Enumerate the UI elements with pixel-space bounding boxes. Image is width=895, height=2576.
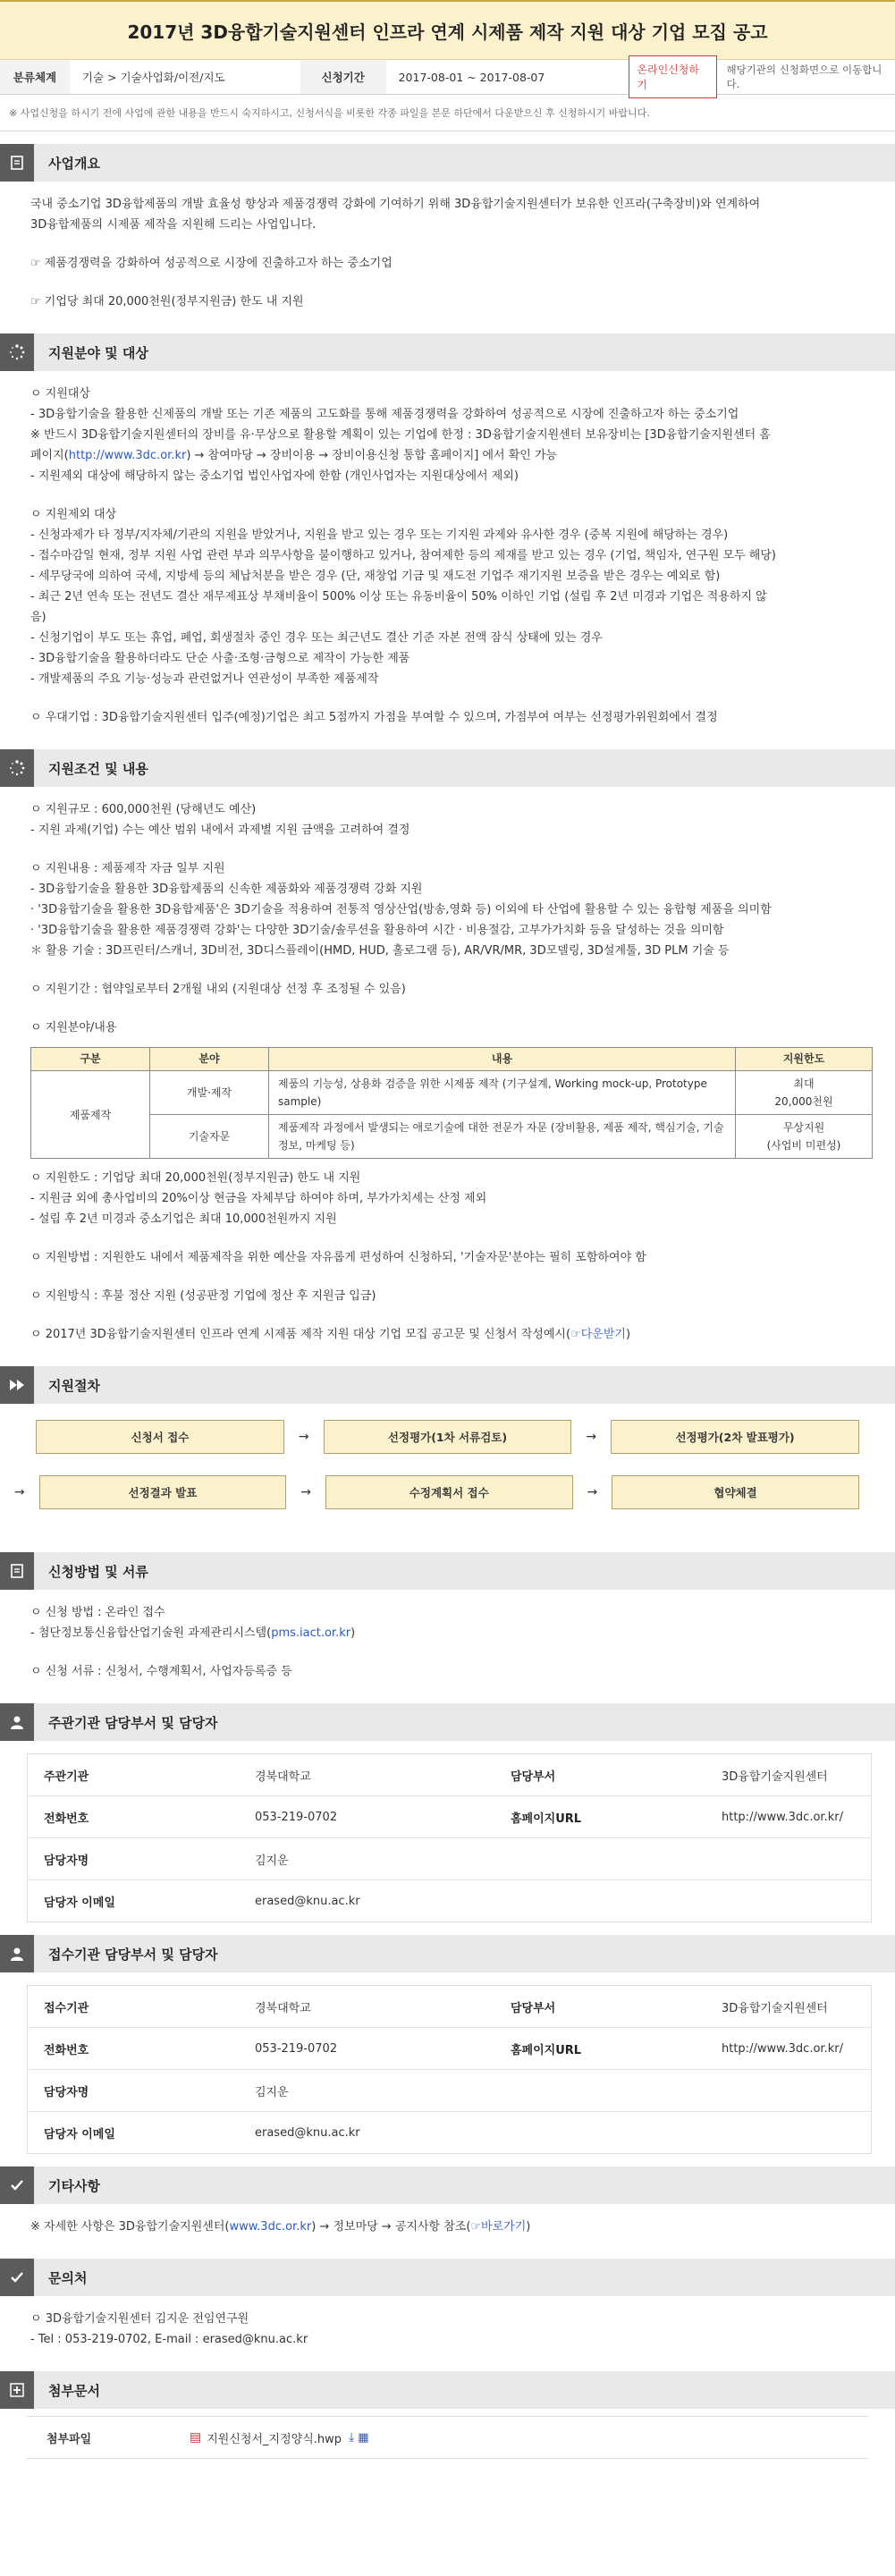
step-box: 신청서 접수 xyxy=(36,1420,284,1454)
host-name-label: 담당자명 xyxy=(28,1838,240,1880)
spinner-icon xyxy=(0,749,34,787)
section-title: 주관기관 담당부서 및 담당자 xyxy=(48,1714,218,1731)
page-title: 2017년 3D융합기술지원센터 인프라 연계 시제품 제작 지원 대상 기업 모집 공고 xyxy=(127,21,768,43)
section-host-header xyxy=(0,1703,895,1741)
text-line: ㅇ 신청 서류 : 신청서, 수행계획서, 사업자등록증 등 xyxy=(30,1665,292,1678)
text-fragment: ) → 참여마당 → 장비이용 → 장비이용신청 통합 홈페이지] 에서 확인 가능 xyxy=(186,449,558,462)
text-line: - 지원제외 대상에 해당하지 않는 중소기업 법인사업자에 한함 (개인사업자는 지원대상에서 제외) xyxy=(30,469,519,483)
text-line: 3D융합제품의 시제품 제작을 지원해 드리는 사업입니다. xyxy=(30,218,317,232)
text-line: ㅇ 3D융합기술지원센터 김지운 전임연구원 xyxy=(30,2312,249,2326)
table-header: 구분 xyxy=(31,1048,150,1071)
apply-online-button[interactable]: 온라인신청하기 xyxy=(629,55,717,98)
text-fragment: ※ 자세한 사항은 3D융합기술지원센터( xyxy=(30,2220,230,2234)
text-line: ㅇ 지원분야/내용 xyxy=(30,1021,117,1035)
hwp-file-icon: ▤ xyxy=(190,2430,202,2445)
host-org-value: 경북대학교 xyxy=(239,1754,494,1796)
limit-line: 무상지원 xyxy=(782,1121,825,1134)
text-line xyxy=(30,445,865,466)
text-fragment: ) xyxy=(350,1626,356,1640)
text-line: - 지원금 외에 총사업비의 20%이상 현금을 자체부담 하여야 하며, 부가가치세는 산정 제외 xyxy=(30,1192,487,1205)
step-box: 협약체결 xyxy=(612,1475,859,1509)
checkmark-icon xyxy=(0,2166,34,2204)
download-link[interactable]: ☞다운받기 xyxy=(570,1328,626,1341)
receiver-org-label: 접수기관 xyxy=(28,1986,240,2028)
category-value: 기술 > 기술사업화/이전/지도 xyxy=(81,71,225,84)
go-link[interactable]: ☞바로가기 xyxy=(470,2220,527,2234)
text-line: ＊ 활용 기술 : 3D프린터/스캐너, 3D비전, 3D디스플레이(HMD, HUD, 홀로그램 등), AR/VR/MR, 3D모델링, 3D설계툴, 3D PLM 기술 등 xyxy=(30,944,730,958)
text-line: - 최근 2년 연속 또는 전년도 결산 재무제표상 부채비율이 500% 이상 또는 유동비율이 50% 이하인 기업 (설립 후 2년 미경과 기업은 적용하지 않 xyxy=(30,590,767,604)
text-line: ㅇ 지원제외 대상 xyxy=(30,508,117,521)
table-cell-field: 개발·제작 xyxy=(150,1071,269,1115)
text-line: 음) xyxy=(30,611,46,624)
document-icon xyxy=(0,1552,34,1590)
text-line: - 세무당국에 의하여 국세, 지방세 등의 체납처분을 받은 경우 (단, 재창업 기금 및 재도전 기업주 재기지원 보증을 받은 경우는 예외로 함) xyxy=(30,570,721,583)
text-fragment: ) xyxy=(526,2220,531,2234)
text-line: ㅇ 지원규모 : 600,000천원 (당해년도 예산) xyxy=(30,803,257,816)
table-header: 분야 xyxy=(150,1048,269,1071)
text-line: 국내 중소기업 3D융합제품의 개발 효율성 향상과 제품경쟁력 강화에 기여하기 위해 3D융합기술지원센터가 보유한 인프라(구축장비)와 연계하여 xyxy=(30,198,761,211)
pms-link[interactable]: pms.iact.or.kr xyxy=(271,1626,351,1640)
receiver-name-label: 담당자명 xyxy=(28,2070,240,2112)
text-line: - 개발제품의 주요 기능·성능과 관련없거나 연관성이 부족한 제품제작 xyxy=(30,672,379,686)
limit-line: 최대 xyxy=(793,1077,815,1090)
section-title: 지원절차 xyxy=(48,1377,100,1394)
table-cell-group: 제품제작 xyxy=(31,1071,150,1159)
text-line: ㅇ 지원한도 : 기업당 최대 20,000천원(정부지원금) 한도 내 지원 xyxy=(30,1171,361,1185)
plus-icon xyxy=(0,2371,34,2409)
receiver-url-label: 홈페이지URL xyxy=(494,2028,705,2070)
host-dept-label: 담당부서 xyxy=(494,1754,705,1796)
section-method-body xyxy=(0,1590,895,1691)
attachment-filename[interactable]: 지원신청서_지정양식.hwp xyxy=(207,2432,342,2446)
table-row xyxy=(31,1115,873,1159)
section-method-header xyxy=(0,1552,895,1590)
host-contact-table xyxy=(27,1753,872,1922)
receiver-contact-table xyxy=(27,1985,872,2154)
receiver-url-value[interactable]: http://www.3dc.or.kr/ xyxy=(705,2028,872,2070)
section-attachment-header xyxy=(0,2371,895,2409)
text-line: ㅇ 지원방법 : 지원한도 내에서 제품제작을 위한 예산을 자유롭게 편성하여 신청하되, '기술자문'분야는 필히 포함하여야 함 xyxy=(30,1251,646,1264)
text-line: ㅇ 지원내용 : 제품제작 자금 일부 지원 xyxy=(30,862,225,875)
meta-row xyxy=(0,60,895,95)
host-dept-value: 3D융합기술지원센터 xyxy=(705,1754,872,1796)
arrow-right-icon: → xyxy=(298,1430,309,1444)
procedure-steps xyxy=(0,1404,895,1540)
section-title: 신청방법 및 서류 xyxy=(48,1563,148,1580)
text-line: ☞ 기업당 최대 20,000천원(정부지원금) 한도 내 지원 xyxy=(30,295,304,308)
text-line xyxy=(30,1623,865,1643)
step-box: 수정계획서 접수 xyxy=(325,1475,573,1509)
download-icon[interactable]: ⤓ xyxy=(349,2430,355,2445)
homepage-link[interactable]: http://www.3dc.or.kr xyxy=(68,449,187,462)
table-cell-content: 제품제작 과정에서 발생되는 애로기술에 대한 전문가 자문 (장비활용, 제품 제작, 핵심기술, 기술정보, 마케팅 등) xyxy=(269,1115,736,1159)
text-line: · '3D융합기술을 활용한 제품경쟁력 강화'는 다양한 3D기술/솔루션을 활용하여 시간 · 비용절감, 고부가가치화 등을 달성하는 것을 의미함 xyxy=(30,924,724,937)
receiver-phone-label: 전화번호 xyxy=(28,2028,240,2070)
section-conditions-body xyxy=(0,787,895,1354)
step-box: 선정결과 발표 xyxy=(39,1475,287,1509)
person-icon xyxy=(0,1935,34,1972)
receiver-email-value: erased@knu.ac.kr xyxy=(255,2125,360,2140)
section-target-header xyxy=(0,334,895,371)
table-header: 지원한도 xyxy=(736,1048,873,1071)
table-header: 내용 xyxy=(269,1048,736,1071)
text-fragment: 페이지( xyxy=(30,449,69,462)
period-label: 신청기간 xyxy=(300,60,386,94)
text-line: ㅇ 지원기간 : 협약일로부터 2개월 내외 (지원대상 선정 후 조정될 수 있음) xyxy=(30,983,406,996)
section-overview-header xyxy=(0,144,895,182)
arrow-right-icon: → xyxy=(586,1430,597,1444)
section-contact-body xyxy=(0,2296,895,2359)
category-label: 분류체계 xyxy=(0,60,70,94)
text-line: - 3D융합기술을 활용하더라도 단순 사출·조형·금형으로 제작이 가능한 제품 xyxy=(30,652,410,665)
text-line: ㅇ 지원방식 : 후불 정산 지원 (성공판정 기업에 정산 후 지원금 입금) xyxy=(30,1289,376,1303)
host-name-value: 김지운 xyxy=(239,1838,872,1880)
person-icon xyxy=(0,1703,34,1741)
text-line xyxy=(30,2217,865,2237)
host-org-label: 주관기관 xyxy=(28,1754,240,1796)
limit-line: (사업비 미편성) xyxy=(766,1139,841,1152)
section-receiver-header xyxy=(0,1935,895,1972)
attachment-label: 첨부파일 xyxy=(46,2432,92,2446)
host-url-label: 홈페이지URL xyxy=(494,1796,705,1838)
arrow-right-icon: → xyxy=(13,1485,25,1499)
receiver-dept-label: 담당부서 xyxy=(494,1986,705,2028)
section-contact-header xyxy=(0,2259,895,2296)
text-line: - 접수마감일 현재, 정부 지원 사업 관련 부과 의무사항을 불이행하고 있거나, 참여제한 등의 제재를 받고 있는 경우 (기업, 책임자, 연구원 모두 해당) xyxy=(30,549,776,562)
host-email-label: 담당자 이메일 xyxy=(44,1896,115,1910)
table-cell-limit xyxy=(736,1071,873,1115)
arrow-right-icon: → xyxy=(587,1485,598,1499)
text-fragment: ㅇ 2017년 3D융합기술지원센터 인프라 연계 시제품 제작 지원 대상 기업 모집 공고문 및 신청서 작성예시( xyxy=(30,1328,571,1341)
text-line: ☞ 제품경쟁력을 강화하여 성공적으로 시장에 진출하고자 하는 중소기업 xyxy=(30,257,393,270)
receiver-phone-value: 053-219-0702 xyxy=(239,2028,494,2070)
host-phone-label: 전화번호 xyxy=(28,1796,240,1838)
text-line: ※ 반드시 3D융합기술지원센터의 장비를 유·무상으로 활용할 계획이 있는 기업에 한정 : 3D융합기술지원센터 보유장비는 [3D융합기술지원센터 홈 xyxy=(30,428,771,442)
text-line: ㅇ 신청 방법 : 온라인 접수 xyxy=(30,1606,165,1619)
support-table xyxy=(30,1047,873,1159)
table-cell-content: 제품의 기능성, 상용화 검증을 위한 시제품 제작 (기구설계, Working mock-up, Prototype sample) xyxy=(269,1071,736,1115)
section-title: 지원조건 및 내용 xyxy=(48,760,148,777)
table-row xyxy=(31,1071,873,1115)
section-title: 접수기관 담당부서 및 담당자 xyxy=(48,1946,218,1963)
section-procedure-header xyxy=(0,1366,895,1404)
section-target-body xyxy=(0,371,895,737)
section-title: 문의처 xyxy=(48,2269,88,2286)
text-fragment: ) xyxy=(625,1328,631,1341)
table-cell-limit xyxy=(736,1115,873,1159)
text-line: - Tel : 053-219-0702, E-mail : erased@knu.ac.kr xyxy=(30,2333,308,2346)
section-title: 지원분야 및 대상 xyxy=(48,344,148,361)
text-fragment: ) → 정보마당 → 공지사항 참조( xyxy=(311,2220,471,2234)
host-email-value: erased@knu.ac.kr xyxy=(255,1894,360,1908)
text-line: ㅇ 우대기업 : 3D융합기술지원센터 입주(예정)기업은 최고 5점까지 가점을 부여할 수 있으며, 가점부여 여부는 선정평가위원회에서 결정 xyxy=(30,711,718,724)
receiver-name-value: 김지운 xyxy=(239,2070,872,2112)
receiver-org-value: 경북대학교 xyxy=(239,1986,494,2028)
page-title-bar xyxy=(0,0,895,60)
text-line: - 3D융합기술을 활용한 신제품의 개발 또는 기존 제품의 고도화를 통해 제품경쟁력을 강화하여 성공적으로 시장에 진출하고자 하는 중소기업 xyxy=(30,408,739,421)
text-line: - 3D융합기술을 활용한 3D융합제품의 신속한 제품화와 제품경쟁력 강화 지원 xyxy=(30,883,423,896)
receiver-email-label: 담당자 이메일 xyxy=(44,2127,115,2141)
arrow-right-icon: → xyxy=(300,1485,311,1499)
apply-note: 해당기관의 신청화면으로 이동합니다. xyxy=(726,63,882,90)
host-url-value[interactable]: http://www.3dc.or.kr/ xyxy=(705,1796,872,1838)
document-icon xyxy=(0,144,34,182)
table-cell-field: 기술자문 xyxy=(150,1115,269,1159)
text-line: - 신청기업이 부도 또는 휴업, 폐업, 회생절차 중인 경우 또는 최근년도 결산 기준 자본 전액 잠식 상태에 있는 경우 xyxy=(30,631,603,645)
host-phone-value: 053-219-0702 xyxy=(239,1796,494,1838)
section-title: 사업개요 xyxy=(48,155,100,172)
attachment-row xyxy=(27,2416,868,2459)
section-overview-body xyxy=(0,182,895,321)
section-conditions-header xyxy=(0,749,895,787)
text-line: · '3D융합기술을 활용한 3D융합제품'은 3D기술을 적용하여 전통적 영상산업(방송,영화 등) 이외에 타 산업에 활용할 수 있는 융합형 제품을 의미함 xyxy=(30,903,772,916)
section-etc-header xyxy=(0,2166,895,2204)
text-line: - 지원 과제(기업) 수는 예산 범위 내에서 과제별 지원 금액을 고려하여 결정 xyxy=(30,823,410,837)
receiver-dept-value: 3D융합기술지원센터 xyxy=(705,1986,872,2028)
text-line: ㅇ 지원대상 xyxy=(30,387,90,401)
section-title: 기타사항 xyxy=(48,2177,100,2194)
fast-forward-icon xyxy=(0,1366,34,1404)
notice-text: ※ 사업신청을 하시기 전에 사업에 관한 내용을 반드시 숙지하시고, 신청서식을 비롯한 각종 파일을 본문 하단에서 다운받으신 후 신청하시기 바랍니다. xyxy=(0,95,895,131)
step-box: 선정평가(2차 발표평가) xyxy=(611,1420,859,1454)
step-box: 선정평가(1차 서류검토) xyxy=(324,1420,572,1454)
text-line: - 신청과제가 타 정부/지자체/기관의 지원을 받았거나, 지원을 받고 있는 경우 또는 기지원 과제와 유사한 경우 (중복 지원에 해당하는 경우) xyxy=(30,528,729,542)
spinner-icon xyxy=(0,334,34,371)
text-fragment: - 첨단정보통신융합산업기술원 과제관리시스템( xyxy=(30,1626,272,1640)
checkmark-icon xyxy=(0,2259,34,2296)
limit-line: 20,000천원 xyxy=(774,1095,833,1108)
section-title: 첨부문서 xyxy=(48,2382,100,2399)
text-line xyxy=(30,1324,865,1345)
text-line: - 설립 후 2년 미경과 중소기업은 최대 10,000천원까지 지원 xyxy=(30,1212,337,1226)
preview-icon[interactable]: ▦ xyxy=(358,2430,369,2445)
section-etc-body xyxy=(0,2204,895,2246)
period-value: 2017-08-01 ~ 2017-08-07 xyxy=(398,70,545,84)
center-link[interactable]: www.3dc.or.kr xyxy=(229,2220,312,2234)
